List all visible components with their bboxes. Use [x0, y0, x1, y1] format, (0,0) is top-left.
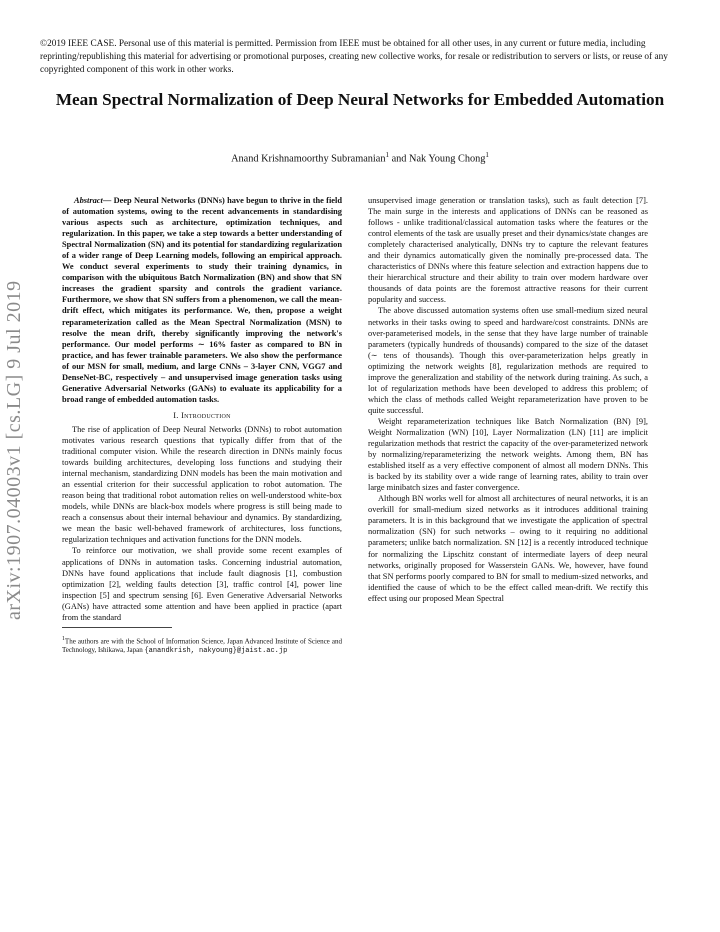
- section-name: Introduction: [181, 410, 231, 420]
- paper-title: Mean Spectral Normalization of Deep Neural Networks for Embedded Automation: [55, 90, 665, 109]
- copyright-notice: ©2019 IEEE CASE. Personal use of this material is permitted. Permission from IEEE must be obtained for all other uses, in any current or future media, including reprinting/republishing this material for advertising or promotional purposes, creating new collective works, for resale or redistribution to servers or lists, or reuse of any copyrighted component of this work in other works.: [40, 39, 668, 75]
- abstract-text: Deep Neural Networks (DNNs) have begun to thrive in the field of automation systems, owing to the recent advancements in standardising various aspects such as architecture, optimization techniques, and regularization. In this paper, we take a step towards a better understanding of Spectral Normalization (SN) and its potential for standardizing regularization of a wider range of Deep Learning models, following an empirical approach. We conduct several experiments to study their training dynamics, in comparison with the ubiquitous Batch Normalization (BN) and show that SN increases the gradient sparsity and controls the gradient variance. Furthermore, we show that SN suffers from a phenomenon, we call the mean-drift effect, which mitigates its performance. We, then, propose a weight reparameterization called as the Mean Spectral Normalization (MSN) to resolve the mean drift, thereby significantly improving the network's performance. Our model performs ∼ 16% faster as compared to BN in practice, and has fewer trainable parameters. We also show the performance of our MSN for small, medium, and large CNNs – 3-layer CNN, VGG7 and DenseNet-BC, respectively – and unsupervised image generation tasks using Generative Adversarial Networks (GANs) to evaluate its applicability for a broad range of embedded automation tasks.: [62, 196, 342, 404]
- arxiv-stamp: arXiv:1907.04003v1 [cs.LG] 9 Jul 2019: [3, 280, 25, 620]
- body-paragraph: unsupervised image generation or translation tasks), such as fault detection [7]. The main surge in the interests and applications of DNNs can be reasoned as follows - unlike traditional/classical automation tasks where the features or the control elements of the task are usually preset and their dynamics/state changes are completely characterised analytically, DNNs try to capture the relevant features and their dynamics automatically given the nominally pre-processed data. The characteristics of DNNs where this feature selection and extraction happens due to their hierarchical structure and their ability to train over modern hardware over thousands of data points are the foremost attractive reasons for their current popularity and success.: [368, 196, 648, 305]
- section-number: I.: [173, 410, 182, 420]
- author-2-affiliation-mark: 1: [485, 151, 489, 159]
- footnote-rule: [62, 627, 172, 628]
- footnote: [62, 635, 342, 656]
- author-2: Nak Young Chong: [409, 153, 486, 165]
- body-paragraph: Although BN works well for almost all architectures of neural networks, it is an overkill for small-medium sized networks as it introduces additional training parameters. It is in this background that we investigate the application of spectral normalization (SN) for such networks – owing to it requiring no additional parameters; unlike batch normalization. SN [12] is a recently introduced technique for normalizing the Lipschitz constant of intermediate layers of deep neural networks, originally proposed for Wasserstein GANs. We, however, have found that SN performs poorly compared to BN for small to medium-sized networks, and identified the cause of which to be the effect called mean-drift. We rectify this effect using our proposed Mean Spectral: [368, 494, 648, 603]
- abstract: [62, 195, 342, 405]
- body-paragraph: Weight reparameterization techniques like Batch Normalization (BN) [9], Weight Normalization (WN) [10], Layer Normalization (LN) [11] are implicit regularization methods that restrict the capacity of the over-parameterized network by normalizing/reparameterizing the network weights. Among them, BN has established itself as a very effective component of almost all modern DNNs. This is backed by its stability over a wide range of learning rates, ability to train over large minibatch sizes and faster convergence.: [368, 416, 648, 493]
- body-paragraph: The above discussed automation systems often use small-medium sized neural networks in their tasks owing to speed and hardware/cost constraints. DNNs are over-parameterised models, in the sense that they have large number of trainable parameters (typically hundreds of thousands) compared to the size of the dataset (∼ tens of thousands). Though this over-parameterization helps greatly in optimizing the network weights [8], regularization methods are required to improve the generalization and stability of the network during training. As such, a lot of regularization methods have been developed to address this problem; of which the class of methods called Weight reparameterization have proven to be quite successful.: [368, 306, 648, 415]
- intro-paragraph: To reinforce our motivation, we shall provide some recent examples of applications of DNNs in automation tasks. Concerning industrial automation, DNNs have found applications that include fault diagnosis [1], combustion optimization [2], welding faults detection [3], traffic control [4], power line inspection [5] and spectrum sensing [6]. Even Generative Adversarial Networks (GANs) have attracted some attention and have been applied in practice (apart from the standard: [62, 546, 342, 622]
- intro-paragraph: The rise of application of Deep Neural Networks (DNNs) to robot automation motivates various research questions that typically differ from that of the traditional computer vision. While the research direction in DNNs mainly focus towards building architectures, developing loss functions and studying their internal mechanism, standardizing DNN models has been the main motivation and an essential criterion for their successful application to robot automation. The reason being that traditional robot automation relies on well-understood white-box models, while DNNs are black-box models where progress is still being made to reach a consensus about their internal behaviour and dynamics. By standardizing, we mean the basic well-behaved framework of architectures, loss functions, regularization techniques and activation functions for the DNN models.: [62, 424, 342, 545]
- right-column: [368, 195, 648, 604]
- footnote-text: The authors are with the School of Information Science, Japan Advanced Institute of Science and Technology, Ishikawa, Japan: [62, 637, 342, 654]
- abstract-heading: Abstract: [74, 196, 103, 205]
- author-1: Anand Krishnamoorthy Subramanian: [231, 153, 386, 165]
- abstract-dash: —: [102, 196, 114, 205]
- footnote-mark: 1: [62, 635, 65, 642]
- left-column: [62, 195, 342, 655]
- author-line: [40, 151, 680, 164]
- footnote-email: {anandkrish, nakyoung}@jaist.ac.jp: [144, 646, 288, 655]
- author-conjunction: and: [389, 153, 410, 165]
- section-heading-introduction: [62, 410, 342, 421]
- author-1-affiliation-mark: 1: [385, 151, 390, 159]
